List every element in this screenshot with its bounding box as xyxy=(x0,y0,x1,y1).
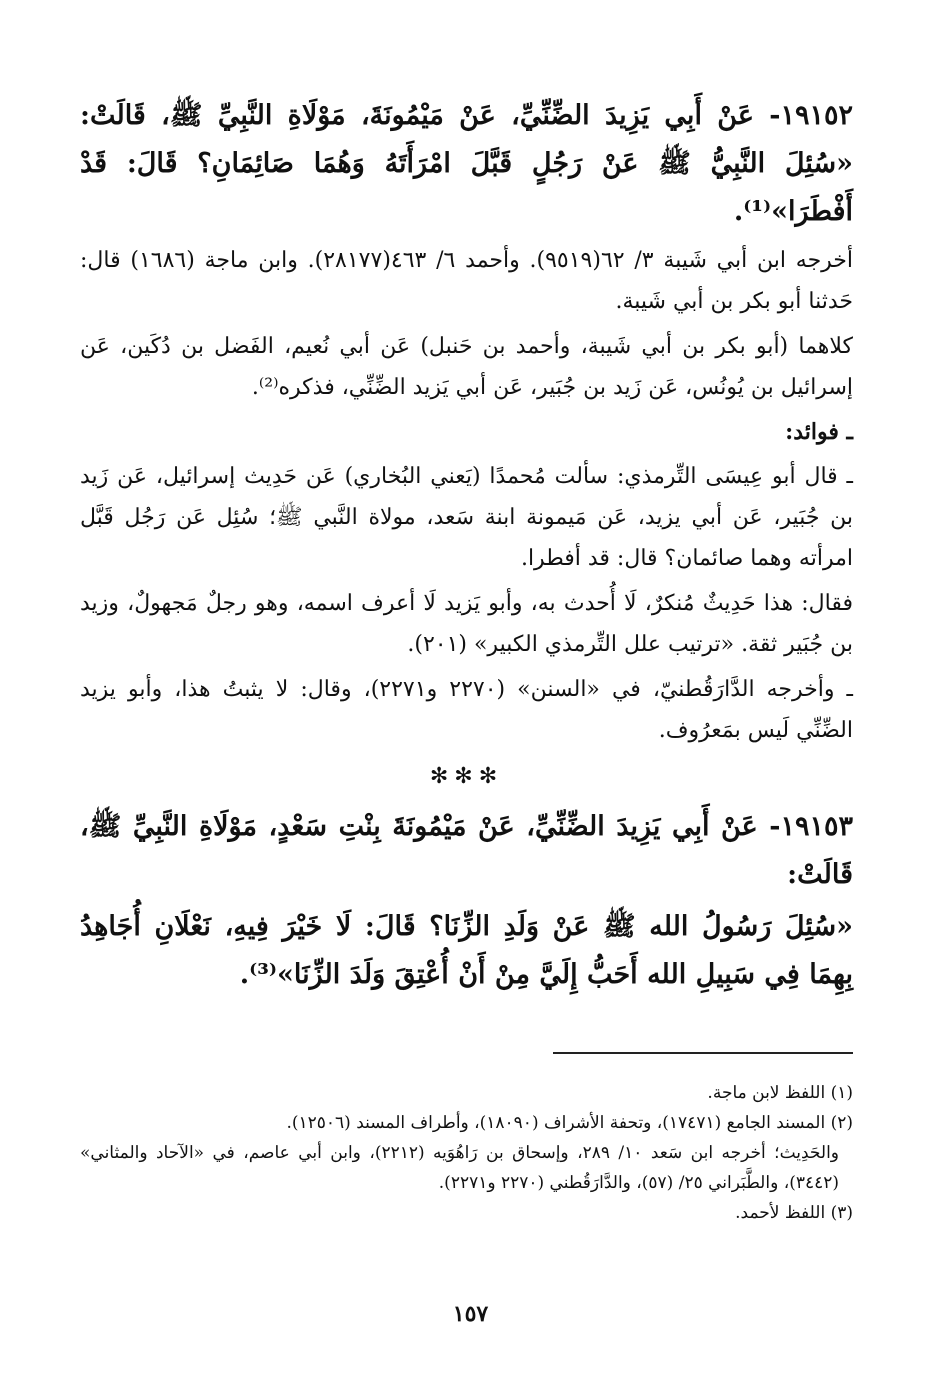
fawaid-heading: ـ فوائد: xyxy=(785,419,853,445)
hadith-19152: ١٩١٥٢- عَنْ أَبِي يَزِيدَ الضِّنِّيِّ، عَنْ مَيْمُونَةَ، مَوْلَاةِ النَّبِيِّ ﷺ، قَالَتْ: «سُئِلَ النَّبِيُّ ﷺ عَنْ رَجُلٍ قَبَّلَ امْرَأَتَهُ وَهُمَا صَائِمَانِ؟ قَالَ: قَدْ أَفْطَرَا»⁽¹⁾. xyxy=(80,100,853,227)
fawaid-paragraph-2: فقال: هذا حَدِيثٌ مُنكرٌ، لَا أُحدث به، وأبو يَزيد لَا أعرف اسمه، وهو رجلٌ مَجهولٌ، وزيد بن جُبَير ثقة. «ترتيب علل التِّرمذي الكبير» (٢٠١). xyxy=(80,591,853,657)
hadith-19153-isnad: ١٩١٥٣- عَنْ أَبِي يَزِيدَ الضِّنِّيِّ، عَنْ مَيْمُونَةَ بِنْتِ سَعْدٍ، مَوْلَاةِ النَّبِيِّ ﷺ، قَالَتْ: xyxy=(80,811,853,890)
footnote-2: (٢) المسند الجامع (١٧٤٧١)، وتحفة الأشراف (١٨٠٩٠)، وأطراف المسند (١٢٥٠٦). xyxy=(286,1113,853,1133)
footnotes xyxy=(80,1078,853,1228)
fawaid-paragraph-1: ـ قال أبو عِيسَى التِّرمذي: سألت مُحمدًا (يَعني البُخاري) عَن حَدِيث إسرائيل، عَن زَيد بن جُبَير، عَن أبي يزيد، عَن مَيمونة ابنة سَعد، مولاة النَّبي ﷺ؛ سُئِل عَن رَجُل قَبَّل امرأته وهما صائمان؟ قال: قد أفطرا. xyxy=(80,464,853,571)
page-body xyxy=(80,92,853,1343)
takhrij-paragraph-2: كلاهما (أبو بكر بن أبي شَيبة، وأحمد بن حَنبل) عَن أبي نُعيم، الفَضل بن دُكَين، عَن إسرائيل بن يُونُس، عَن زَيد بن جُبَير، عَن أبي يَزيد الضِّنِّي، فذكره⁽²⁾. xyxy=(80,334,853,400)
fawaid-paragraph-3: ـ وأخرجه الدَّارَقُطنيّ، في «السنن» (٢٢٧٠ و٢٢٧١)، وقال: لا يثبتُ هذا، وأبو يزيد الضِّنِّي لَيس بمَعرُوف. xyxy=(80,677,854,743)
footnote-1: (١) اللفظ لابن ماجة. xyxy=(707,1083,853,1103)
page-number: ١٥٧ xyxy=(452,1301,489,1327)
hadith-19153-matn: «سُئِلَ رَسُولُ الله ﷺ عَنْ وَلَدِ الزِّنَا؟ قَالَ: لَا خَيْرَ فِيهِ، نَعْلَانِ أُجَاهِدُ بِهِمَا فِي سَبِيلِ الله أَحَبُّ إِلَيَّ مِنْ أَنْ أُعْتِقَ وَلَدَ الزِّنَا»⁽³⁾. xyxy=(80,911,853,990)
takhrij-paragraph-1: أخرجه ابن أبي شَيبة ٣/ ٦٢(٩٥١٩). وأحمد ٦/ ٤٦٣(٢٨١٧٧). وابن ماجة (١٦٨٦) قال: حَدثنا أبو بكر بن أبي شَيبة. xyxy=(80,248,854,314)
footnote-divider xyxy=(553,1052,853,1054)
footnote-3: (٣) اللفظ لأحمد. xyxy=(735,1203,853,1223)
footnote-2-continued: والحَدِيث؛ أخرجه ابن سَعد ١٠/ ٢٨٩، وإسحاق بن رَاهُوَيه (٢٢١٢)، وابن أبي عاصم، في «الآحاد والمثاني» (٣٤٤٢)، والطَّبَراني ٢٥/ (٥٧)، والدَّارَقُطني (٢٢٧٠ و٢٢٧١). xyxy=(80,1143,840,1193)
section-separator: ✻✻✻ xyxy=(429,764,504,789)
